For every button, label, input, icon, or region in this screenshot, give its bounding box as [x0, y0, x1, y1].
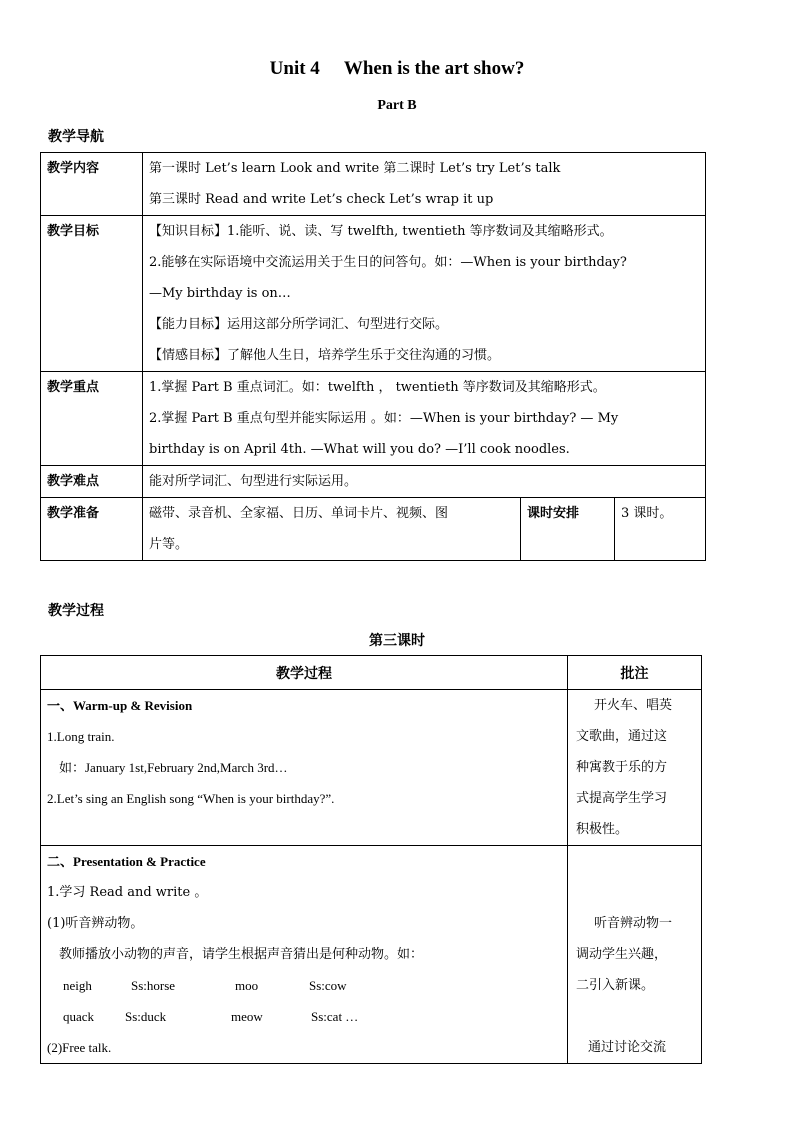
- row-key: [41, 372, 706, 466]
- process-header-row: [41, 656, 702, 690]
- key-cell: [143, 372, 706, 466]
- note-line: 通过讨论交流: [588, 1040, 667, 1055]
- warmup-line: 2.Let’s sing an English song “When is your birthday?”.: [47, 791, 335, 806]
- title-main: When is the art show?: [343, 58, 525, 79]
- goals-line: 2.能够在实际语境中交流运用关于生日的问答句。如：—When is your birthday?: [149, 255, 627, 270]
- goals-label: 教学目标: [41, 216, 143, 372]
- note-line: 种寓教于乐的方: [576, 760, 668, 775]
- warmup-cell: [41, 690, 568, 846]
- note-line: 式提高学生学习: [576, 791, 668, 806]
- title-unit: Unit 4: [269, 58, 320, 79]
- process-section-presentation: [41, 846, 702, 1064]
- goals-line: 【知识目标】1.能听、说、读、写 twelfth, twentieth 等序数词及其缩略形式。: [149, 224, 613, 239]
- animal-cell: quack: [63, 1009, 95, 1024]
- row-goals: [41, 216, 706, 372]
- warmup-title: 一、Warm-up & Revision: [47, 698, 193, 713]
- key-label: 教学重点: [41, 372, 143, 466]
- warmup-line: 1.Long train.: [47, 729, 115, 744]
- difficulty-cell: 能对所学词汇、句型进行实际运用。: [143, 466, 706, 498]
- content-line: 第一课时 Let’s learn Look and write 第二课时 Let’s try Let’s talk: [149, 161, 561, 176]
- content-label: 教学内容: [41, 153, 143, 216]
- lesson-label: 第三课时: [369, 633, 425, 649]
- difficulty-label: 教学难点: [41, 466, 143, 498]
- row-content: [41, 153, 706, 216]
- key-line: 1.掌握 Part B 重点词汇。如：twelfth ， twentieth 等序数词及其缩略形式。: [149, 380, 606, 395]
- schedule-value: 3 课时。: [615, 498, 706, 561]
- goals-line: 【情感目标】了解他人生日，培养学生乐于交往沟通的习惯。: [149, 348, 501, 363]
- note-line: 二引入新课。: [576, 978, 655, 993]
- note-spacer: [576, 846, 693, 908]
- goals-line: 【能力目标】运用这部分所学词汇、句型进行交际。: [149, 317, 449, 332]
- process-label: 教学过程: [48, 603, 104, 619]
- note-spacer: [576, 1001, 693, 1032]
- prep-cell: [143, 498, 521, 561]
- animal-cell: Ss:duck: [125, 1009, 167, 1024]
- guide-table: [40, 152, 706, 561]
- animal-row: [47, 970, 561, 1001]
- row-difficulty: [41, 466, 706, 498]
- goals-line: —My birthday is on…: [149, 286, 291, 301]
- process-table: [40, 655, 702, 1064]
- animal-cell: meow: [231, 1009, 263, 1024]
- key-line: birthday is on April 4th. —What will you do? —I’ll cook noodles.: [149, 442, 570, 457]
- key-line: 2.掌握 Part B 重点句型并能实际运用 。如：—When is your birthday? — My: [149, 411, 619, 426]
- goals-cell: [143, 216, 706, 372]
- page-title: [0, 58, 794, 80]
- col-process-header: 教学过程: [41, 656, 568, 690]
- animal-cell: Ss:cat …: [311, 1009, 359, 1024]
- note-line: 调动学生兴趣，: [576, 947, 668, 962]
- schedule-label: 课时安排: [521, 498, 615, 561]
- col-notes-header: 批注: [568, 656, 702, 690]
- note-line: 开火车、唱英: [594, 698, 673, 713]
- presentation-notes: [568, 846, 702, 1064]
- animal-cell: neigh: [63, 978, 92, 993]
- animal-cell: Ss:cow: [309, 978, 347, 993]
- animal-cell: moo: [235, 978, 259, 993]
- warmup-notes: [568, 690, 702, 846]
- row-prep: [41, 498, 706, 561]
- prep-label: 教学准备: [41, 498, 143, 561]
- animal-row: [47, 1001, 561, 1032]
- prep-line: 磁带、录音机、全家福、日历、单词卡片、视频、图: [149, 506, 449, 521]
- note-line: 听音辨动物一: [594, 916, 673, 931]
- prep-line: 片等。: [149, 537, 189, 552]
- guide-label: 教学导航: [48, 129, 104, 145]
- presentation-line: 教师播放小动物的声音，请学生根据声音猜出是何种动物。如：: [59, 947, 424, 962]
- animal-cell: Ss:horse: [131, 978, 176, 993]
- content-line: 第三课时 Read and write Let’s check Let’s wrap it up: [149, 192, 494, 207]
- process-section-warmup: [41, 690, 702, 846]
- page-subtitle: Part B: [377, 98, 417, 113]
- content-cell: [143, 153, 706, 216]
- presentation-cell: [41, 846, 568, 1064]
- presentation-line: (1)听音辨动物。: [47, 916, 144, 931]
- presentation-line: (2)Free talk.: [47, 1040, 112, 1055]
- warmup-line: 如：January 1st,February 2nd,March 3rd…: [59, 760, 288, 775]
- presentation-line: 1.学习 Read and write 。: [47, 885, 208, 900]
- presentation-title: 二、Presentation & Practice: [47, 854, 206, 869]
- note-line: 积极性。: [576, 822, 629, 837]
- note-line: 文歌曲，通过这: [576, 729, 668, 744]
